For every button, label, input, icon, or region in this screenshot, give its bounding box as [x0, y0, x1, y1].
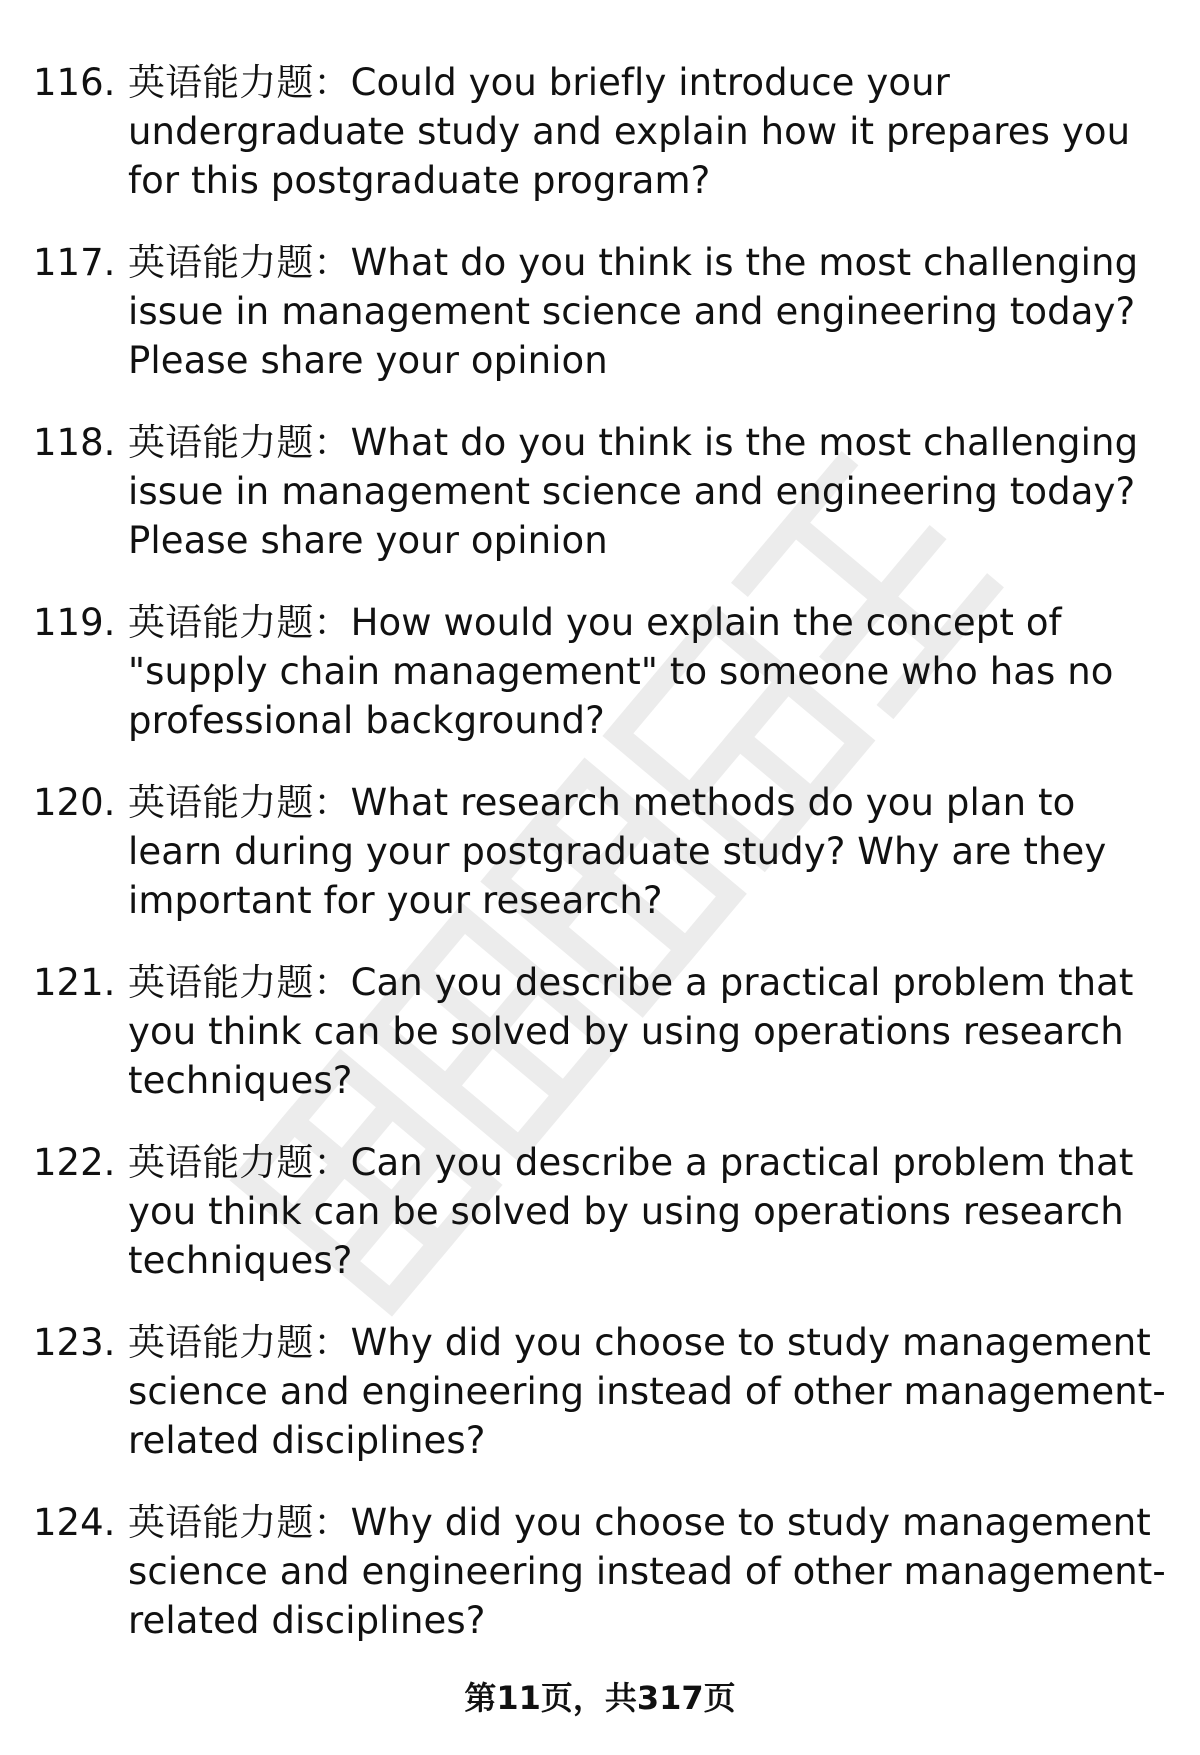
question-item: [0, 598, 1200, 745]
question-item: [0, 1138, 1200, 1285]
question-item: [0, 418, 1200, 565]
question-text: 英语能力题：Can you describe a practical problem that you think can be solved by using operations research techniques?: [128, 1141, 1134, 1282]
question-number: 116.: [33, 61, 116, 104]
question-item: [0, 1498, 1200, 1645]
question-text: 英语能力题：How would you explain the concept of "supply chain management" to someone who has no professional background?: [128, 601, 1114, 742]
question-text: 英语能力题：What research methods do you plan to learn during your postgraduate study? Why are they important for your research?: [128, 781, 1107, 922]
question-item: [0, 58, 1200, 205]
question-text: 英语能力题：Could you briefly introduce your undergraduate study and explain how it prepares you for this postgraduate program?: [128, 61, 1131, 202]
question-number: 118.: [33, 421, 116, 464]
question-text: 英语能力题：What do you think is the most challenging issue in management science and engineering today? Please share your opinion: [128, 241, 1139, 382]
question-number: 117.: [33, 241, 116, 284]
question-number: 119.: [33, 601, 116, 644]
question-item: [0, 778, 1200, 925]
question-text: 英语能力题：Why did you choose to study management science and engineering instead of other management-related disciplines?: [128, 1321, 1166, 1462]
question-item: [0, 238, 1200, 385]
page-number-footer: 第11页，共317页: [464, 1679, 736, 1717]
question-number: 122.: [33, 1141, 116, 1184]
question-text: 英语能力题：Why did you choose to study management science and engineering instead of other management-related disciplines?: [128, 1501, 1166, 1642]
question-number: 120.: [33, 781, 116, 824]
question-number: 124.: [33, 1501, 116, 1544]
question-text: 英语能力题：Can you describe a practical problem that you think can be solved by using operations research techniques?: [128, 961, 1134, 1102]
question-item: [0, 958, 1200, 1105]
question-number: 123.: [33, 1321, 116, 1364]
question-number: 121.: [33, 961, 116, 1004]
question-list: [0, 58, 1200, 1678]
question-text: 英语能力题：What do you think is the most challenging issue in management science and engineering today? Please share your opinion: [128, 421, 1139, 562]
question-item: [0, 1318, 1200, 1465]
